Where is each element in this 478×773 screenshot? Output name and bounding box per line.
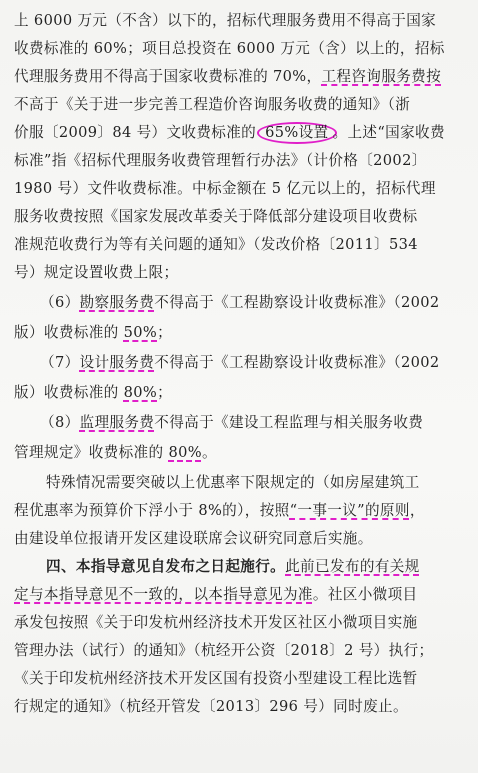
text-segment: 上 6000 万元（不含）以下的，招标代理服务费用不得高于国家 <box>14 12 437 29</box>
section-heading: 四、本指导意见自发布之日起施行。 <box>46 558 286 575</box>
text-segment: 号）规定设置收费上限； <box>14 264 179 281</box>
text-line <box>14 584 478 606</box>
text-line <box>14 696 478 718</box>
text-line <box>14 500 478 522</box>
text-line <box>46 472 478 494</box>
text-segment: 由建设单位报请开发区建设联席会议研究同意后实施。 <box>14 530 373 547</box>
text-line <box>14 612 478 634</box>
text-segment: 版）收费标准的 <box>14 324 124 341</box>
text-line <box>14 262 478 284</box>
text-line <box>14 66 478 88</box>
text-line <box>14 10 478 32</box>
highlighted-text: 监理服务费 <box>79 414 155 431</box>
text-segment: 服务收费按照《国家发展改革委关于降低部分建设项目收费标 <box>14 208 418 225</box>
text-segment: 程优惠率为预算价下浮小于 8%的），按照 <box>14 502 290 519</box>
text-segment: 承发包按照《关于印发杭州经济技术开发区社区小微项目实施 <box>14 614 418 631</box>
text-segment: 不高于《关于进一步完善工程造价咨询服务收费的通知》（浙 <box>14 96 411 113</box>
text-line <box>14 382 478 404</box>
text-segment: 价服〔2009〕84 号）文收费标准的 <box>14 124 262 141</box>
text-line <box>14 94 478 116</box>
text-segment: 。 <box>201 444 217 461</box>
text-segment: 特殊情况需要突破以上优惠率下限规定的（如房屋建筑工 <box>46 474 420 491</box>
text-segment: （6） <box>40 294 80 311</box>
text-segment: 。上述“国家收费 <box>332 124 445 141</box>
text-line <box>14 38 478 60</box>
text-segment: ， <box>409 502 425 519</box>
text-segment: 1980 号）文件收费标准。中标金额在 5 亿元以上的，招标代理 <box>14 180 436 197</box>
text-line <box>14 206 478 228</box>
text-line <box>14 322 478 344</box>
text-segment: 管理办法（试行）的通知》（杭经开公资〔2018〕2 号）执行； <box>14 642 434 659</box>
text-segment: ； <box>157 384 173 401</box>
text-segment: 版）收费标准的 <box>14 384 124 401</box>
text-line <box>46 556 478 578</box>
text-segment: 行规定的通知》（杭经开管发〔2013〕296 号）同时废止。 <box>14 698 408 715</box>
text-line <box>40 292 478 314</box>
text-line <box>14 640 478 662</box>
text-line <box>40 412 478 434</box>
text-segment: 不得高于《建设工程监理与相关服务收费 <box>154 414 424 431</box>
text-line <box>14 668 478 690</box>
text-segment: （7） <box>40 354 80 371</box>
text-segment: （8） <box>40 414 80 431</box>
text-line <box>40 352 478 374</box>
text-segment: 收费标准的 60%；项目总投资在 6000 万元（含）以上的，招标 <box>14 40 445 57</box>
text-segment: 不得高于《工程勘察设计收费标准》（2002 <box>154 294 440 311</box>
highlighted-text: 设计服务费 <box>79 354 155 371</box>
text-segment: 不得高于《工程勘察设计收费标准》（2002 <box>154 354 440 371</box>
text-segment: 管理规定》收费标准的 <box>14 444 169 461</box>
highlighted-text: 此前已发布的有关规 <box>285 558 420 575</box>
highlighted-text: 定与本指导意见不一致的，以本指导意见为准 <box>14 586 313 603</box>
text-segment: 标准”指《招标代理服务收费管理暂行办法》（计价格〔2002〕 <box>14 152 427 169</box>
text-segment: 准规范收费行为等有关问题的通知》（发改价格〔2011〕534 <box>14 236 418 253</box>
text-segment: 代理服务费用不得高于国家收费标准的 70%， <box>14 68 322 85</box>
highlighted-text: “一事一议”的原则 <box>289 502 410 519</box>
text-line <box>14 178 478 200</box>
circled-text: 65%设置 <box>257 122 336 144</box>
text-line <box>14 442 478 464</box>
text-segment: 。社区小微项目 <box>312 586 418 603</box>
text-line <box>14 150 478 172</box>
highlighted-text: 50% <box>123 324 158 341</box>
text-line <box>14 234 478 256</box>
highlighted-text: 勘察服务费 <box>79 294 155 311</box>
text-line <box>14 122 478 144</box>
text-segment: 《关于印发杭州经济技术开发区国有投资小型建设工程比选暂 <box>14 670 418 687</box>
text-segment: ； <box>157 324 173 341</box>
text-line <box>14 528 478 550</box>
highlighted-text: 80% <box>168 444 202 461</box>
highlighted-text: 80% <box>123 384 158 401</box>
highlighted-text: 工程咨询服务费按 <box>321 68 442 85</box>
